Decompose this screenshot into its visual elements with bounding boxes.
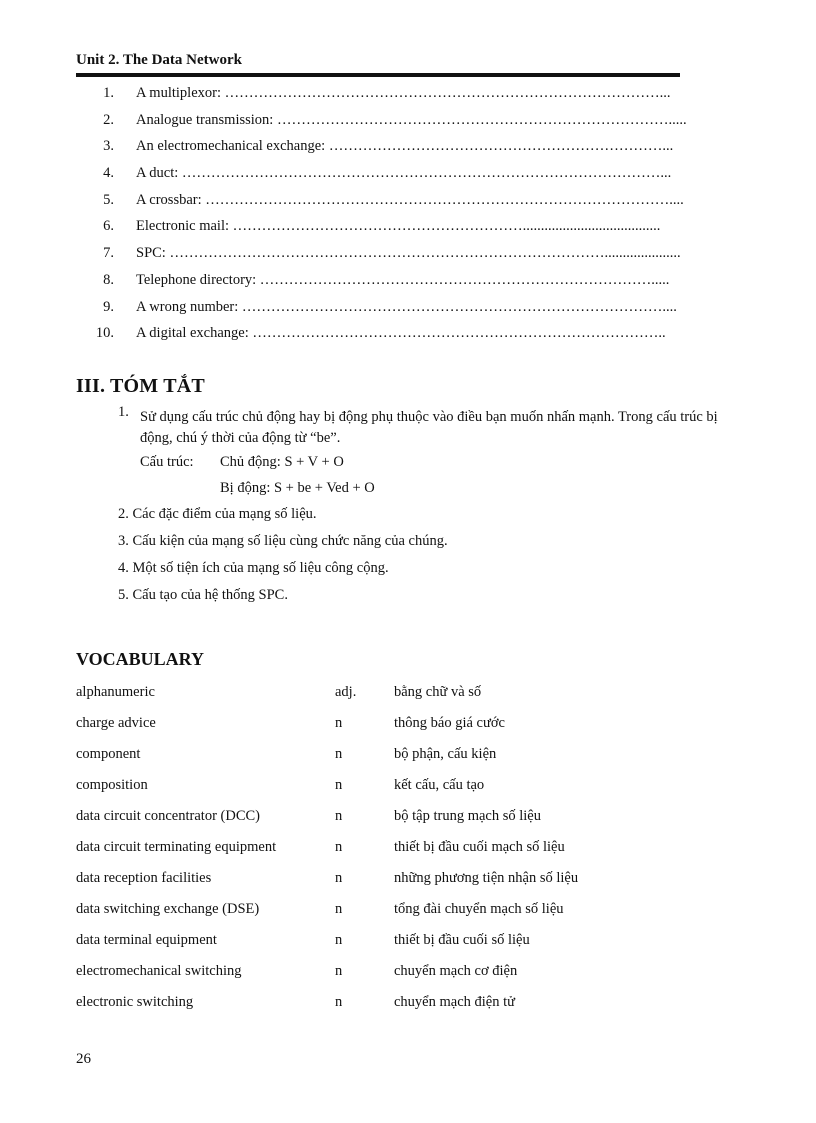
vocab-row <box>76 708 716 739</box>
summary-item: 2. Các đặc điểm của mạng số liệu. <box>118 506 317 522</box>
vocabulary-table <box>76 677 716 1018</box>
item-text: Electronic mail: ……………………………………………………...................................... <box>136 218 661 235</box>
summary-item <box>118 404 718 449</box>
vocab-row <box>76 987 716 1018</box>
vocab-meaning: bằng chữ và số <box>394 684 482 700</box>
vocab-pos: n <box>335 808 343 824</box>
definition-item <box>76 133 706 160</box>
item-text: A multiplexor: ………………………………………………………………………………... <box>136 85 671 101</box>
vocab-term: data reception facilities <box>76 870 212 886</box>
vocab-pos: n <box>335 746 343 762</box>
item-text: An electromechanical exchange: ……………………………………………………………... <box>136 138 674 155</box>
vocab-meaning: bộ phận, cấu kiện <box>394 746 497 762</box>
vocab-row <box>76 832 716 863</box>
item-text: A wrong number: …………………………………………………………………………….... <box>136 298 677 315</box>
vocab-row <box>76 801 716 832</box>
vocab-pos: n <box>335 777 343 793</box>
vocab-term: composition <box>76 777 148 793</box>
item-number: 1. <box>103 85 114 101</box>
definition-item <box>76 187 706 214</box>
vocab-row <box>76 956 716 987</box>
vocab-row <box>76 677 716 708</box>
definition-list <box>76 80 706 347</box>
definition-item <box>76 294 706 321</box>
item-number: 8. <box>103 271 114 288</box>
vocab-row <box>76 863 716 894</box>
vocab-pos: n <box>335 932 343 948</box>
item-number: 1. <box>118 404 129 420</box>
vocab-term: alphanumeric <box>76 684 155 700</box>
page-number: 26 <box>76 1051 91 1067</box>
vocab-meaning: thiết bị đầu cuối mạch số liệu <box>394 839 565 855</box>
vocab-row <box>76 894 716 925</box>
vocab-pos: n <box>335 870 343 886</box>
summary-list <box>118 404 718 609</box>
vocab-term: component <box>76 746 141 762</box>
definition-item <box>76 160 706 187</box>
item-number: 5. <box>103 191 114 208</box>
vocab-term: data terminal equipment <box>76 932 217 948</box>
item-text: SPC: ………………………………………………………………………………..................... <box>136 245 681 262</box>
vocab-meaning: chuyển mạch điện tử <box>394 994 515 1010</box>
definition-item <box>76 213 706 240</box>
vocab-pos: n <box>335 839 343 855</box>
definition-item <box>76 80 706 107</box>
vocab-meaning: những phương tiện nhận số liệu <box>394 870 579 886</box>
item-text: Analogue transmission: ………………………………………………………………………..... <box>136 111 687 128</box>
definition-item <box>76 320 706 347</box>
vocab-pos: adj. <box>335 684 357 700</box>
vocab-meaning: thông báo giá cước <box>394 715 505 731</box>
structure-label: Cấu trúc: <box>140 454 194 470</box>
summary-item: 5. Cấu tạo của hệ thống SPC. <box>118 587 288 603</box>
running-header: Unit 2. The Data Network <box>76 52 242 68</box>
item-number: 9. <box>103 298 114 315</box>
item-number: 2. <box>103 111 114 128</box>
item-text: A digital exchange: ………………………………………………………………………….. <box>136 325 666 342</box>
item-number: 6. <box>103 218 114 235</box>
passive-formula: Bị động: S + be + Ved + O <box>220 480 375 496</box>
vocab-row <box>76 925 716 956</box>
vocab-pos: n <box>335 963 343 979</box>
vocabulary-heading: VOCABULARY <box>76 649 205 669</box>
vocab-row <box>76 739 716 770</box>
vocab-term: data circuit terminating equipment <box>76 839 277 855</box>
summary-item: 3. Cấu kiện của mạng số liệu cùng chức năng của chúng. <box>118 533 448 549</box>
summary-item: 4. Một số tiện ích của mạng số liệu công cộng. <box>118 560 389 576</box>
definition-item <box>76 240 706 267</box>
item-text: A duct: ………………………………………………………………………………………... <box>136 165 672 182</box>
vocab-term: charge advice <box>76 715 156 731</box>
item-number: 7. <box>103 245 114 262</box>
vocab-term: electronic switching <box>76 994 194 1010</box>
item-number: 10. <box>95 325 114 342</box>
vocab-row <box>76 770 716 801</box>
vocab-pos: n <box>335 715 343 731</box>
item-number: 3. <box>103 138 114 155</box>
vocab-pos: n <box>335 901 343 917</box>
header-rule <box>76 73 680 77</box>
definition-item <box>76 107 706 134</box>
item-text: A crossbar: …………………………………………………………………………………….... <box>136 191 684 208</box>
structure-row <box>140 449 718 475</box>
vocab-meaning: tổng đài chuyển mạch số liệu <box>394 901 564 917</box>
vocab-term: data switching exchange (DSE) <box>76 901 260 917</box>
active-formula: Chủ động: S + V + O <box>220 454 344 470</box>
vocab-pos: n <box>335 994 343 1010</box>
definition-item <box>76 267 706 294</box>
summary-heading: III. TÓM TẮT <box>76 375 205 397</box>
vocab-meaning: chuyển mạch cơ điện <box>394 963 518 979</box>
item-number: 4. <box>103 165 114 182</box>
vocab-meaning: thiết bị đầu cuối số liệu <box>394 932 530 948</box>
vocab-term: data circuit concentrator (DCC) <box>76 808 260 824</box>
item-text: Telephone directory: ………………………………………………………………………..... <box>136 271 670 288</box>
vocab-term: electromechanical switching <box>76 963 242 979</box>
vocab-meaning: bộ tập trung mạch số liệu <box>394 808 541 824</box>
item-text: Sử dụng cấu trúc chủ động hay bị động phụ thuộc vào điều bạn muốn nhấn mạnh. Trong cấu trúc bị động, chú ý thời của động từ “be”. <box>140 409 718 446</box>
vocab-meaning: kết cấu, cấu tạo <box>394 777 485 793</box>
